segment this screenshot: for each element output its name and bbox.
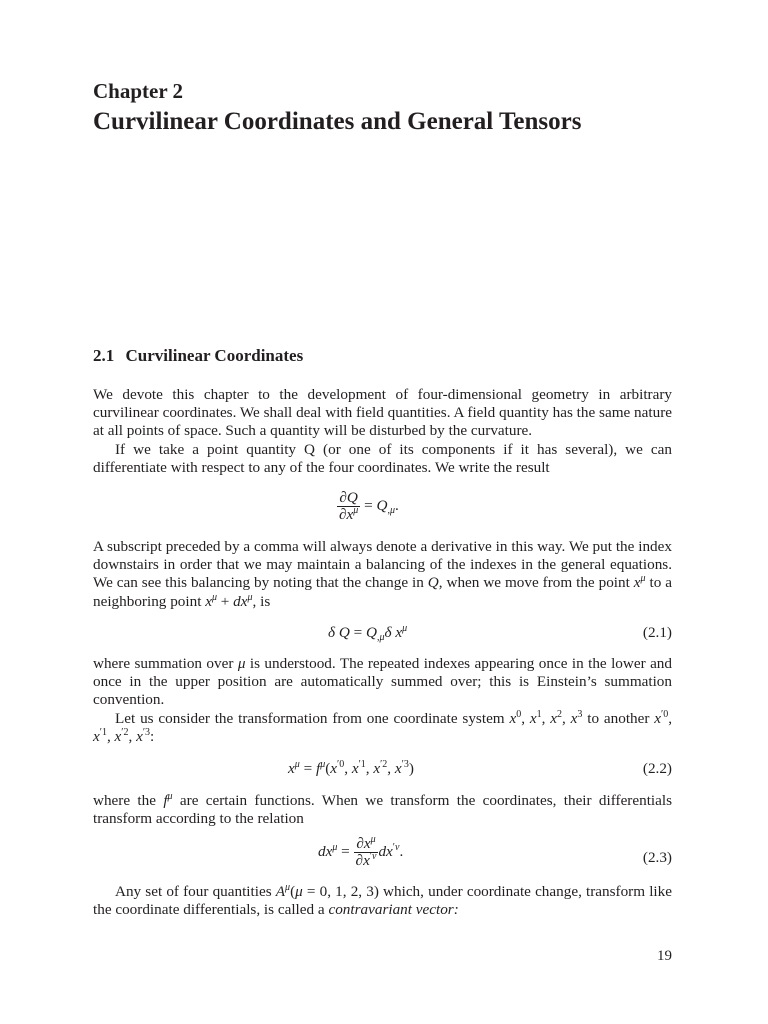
equation-2-3-number: (2.3) <box>642 849 672 866</box>
paragraph-1: We devote this chapter to the development of four-dimensional geometry in arbitrary curvilinear coordinates. We shall deal with field quantities. A field quantity has the same nature at all points of space. Such a quantity will be disturbed by the curvature. <box>93 386 672 440</box>
equation-2-3-expr: $dx^\mu$ = $\frac{\partial x^\mu}{\partial x^{'\nu}}$ $dx^{'\nu}$. <box>318 834 404 869</box>
chapter-title: Curvilinear Coordinates and General Tensors <box>93 108 582 135</box>
paragraph-6: where the $f^\mu$ are certain functions. When we transform the coordinates, their differentials transform according to the relation <box>93 791 673 828</box>
page-number: 19 <box>657 948 672 964</box>
chapter-label: Chapter 2 <box>93 79 184 103</box>
equation-2-2 <box>93 760 672 780</box>
contravariant-vector-term: contravariant vector: <box>328 901 459 919</box>
equation-2-2-expr: $x^\mu = f^\mu(x^{'0}$, $x^{'1}$, $x^{'2}$, $x^{'3}$) <box>288 759 414 777</box>
equation-2-2-number: (2.2) <box>642 760 672 777</box>
equation-derivative <box>93 490 672 530</box>
equation-2-1-expr: δ $Q = Q_{,\mu}\delta$ $x^\mu$ <box>328 623 408 643</box>
paragraph-4: where summation over μ is understood. The repeated indexes appearing once in the lower and once in the upper position are automatically summed over; this is Einstein’s summation convention. <box>93 655 672 709</box>
equation-2-1-number: (2.1) <box>642 624 672 641</box>
paragraph-3: A subscript preceded by a comma will always denote a derivative in this way. We put the index downstairs in order that we may maintain a balancing of the indexes in the general equations. We can see this balancing by noting that the change in Q, when we move from the point $x^\mu$ to a neighboring point $x^\mu + dx^\mu$, is <box>93 538 672 610</box>
equation-2-1 <box>93 624 672 644</box>
section-number: 2.1 <box>93 346 115 365</box>
body-block-5 <box>93 883 672 919</box>
paragraph-5: Let us consider the transformation from one coordinate system $x^0$, $x^1$, $x^2$, $x^3$ to another $x^{'0}$, $x^{'1}$, $x^{'2}$, $x^{'3}$: <box>93 708 673 745</box>
section-heading <box>93 345 303 367</box>
equation-derivative-expr: $\frac{\partial Q}{\partial x^\mu}$ = $Q_{,\mu}$. <box>339 489 399 523</box>
body-block-3 <box>93 655 672 746</box>
paragraph-2: If we take a point quantity Q (or one of its components if it has several), we can differentiate with respect to any of the four coordinates. We write the result <box>93 440 672 476</box>
body-block-2 <box>93 538 672 611</box>
equation-2-3 <box>93 836 672 876</box>
body-block-4 <box>93 792 672 828</box>
section-title: Curvilinear Coordinates <box>125 346 304 365</box>
paragraph-7: Any set of four quantities $A^\mu(\mu = 0$, 1, 2, 3) which, under coordinate change, transform like the coordinate differentials, is called a contravariant vector: <box>93 882 672 919</box>
body-block-1 <box>93 386 672 477</box>
